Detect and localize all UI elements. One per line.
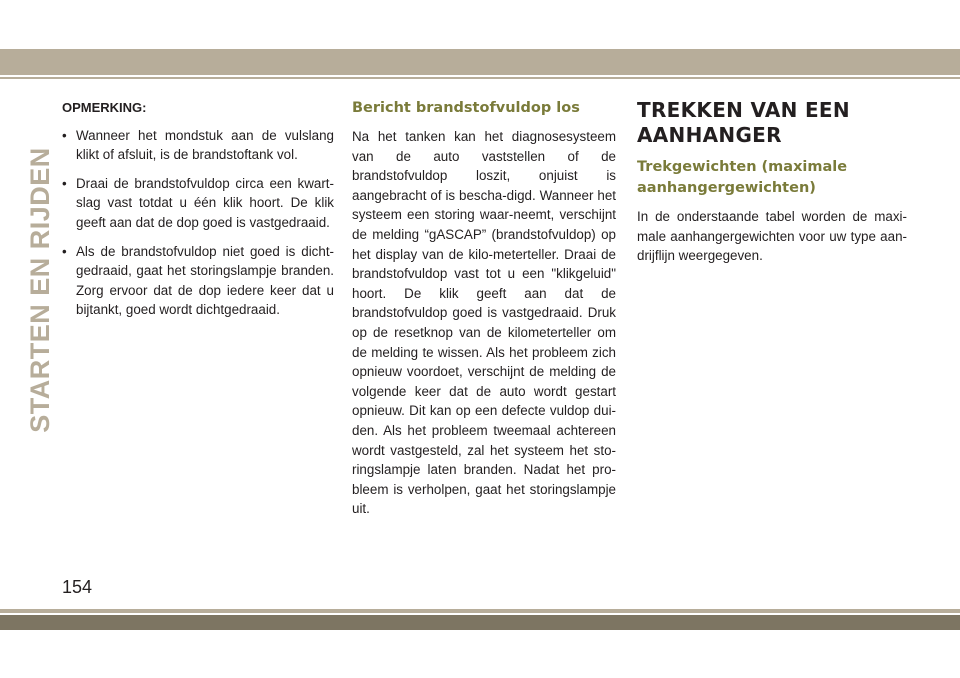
body-paragraph: In de onderstaande tabel worden de maxi-male aanhangergewichten voor uw type aan-drijflijn weergegeven. [637, 209, 907, 264]
column-left [62, 98, 334, 329]
list-item [62, 126, 334, 165]
bullet-text: Als de brandstofvuldop niet goed is dicht-gedraaid, gaat het storingslampje branden. Zorg ervoor dat de dop iedere keer dat u bijtankt, goed wordt dichtgedraaid. [76, 243, 334, 318]
header-rule [0, 77, 960, 79]
note-bullet-list [62, 126, 334, 320]
body-paragraph: Na het tanken kan het diagnosesysteem van de auto vaststellen of de brandstofvuldop loszit, onjuist is aangebracht of is bescha-digd. Wanneer het systeem een storing waar-neemt, verschijnt de melding “gASCAP” (brandstofvuldop) op het display van de kilo-meterteller. Draai de brandstofvuldop vast tot u een "klikgeluid" hoort. De klik geeft aan dat de brandstofvuldop goed is vastgedraaid. Druk op de resetknop van de kilometerteller om de melding te wissen. Als het probleem zich opnieuw voordoet, verschijnt de melding de volgende keer dat de auto wordt gestart opnieuw. Dit kan op een defecte vuldop dui-den. Als het probleem tweemaal achtereen wordt vastgesteld, zal het systeem het sto-ringslampje laten branden. Nadat het pro-bleem is verholpen, gaat het storingslampje uit. [352, 129, 616, 517]
bullet-marker: • [62, 175, 67, 191]
column-right [637, 98, 907, 266]
header-band [0, 49, 960, 75]
subsection-heading: Trekgewichten (maximale aanhangergewichten) [637, 159, 848, 196]
bullet-text: Draai de brandstofvuldop circa een kwart-slag vast totdat u één klik hoort. De klik geeft aan dat de dop goed is vastgedraaid. [76, 175, 334, 230]
page-number: 154 [62, 577, 93, 597]
column-middle [352, 98, 616, 519]
list-item [62, 174, 334, 233]
section-heading: Bericht brandstofvuldop los [352, 100, 580, 116]
footer-band [0, 615, 960, 630]
bullet-marker: • [62, 243, 67, 259]
section-side-label: STARTEN EN RIJDEN [25, 147, 55, 433]
list-item [62, 242, 334, 320]
footer-rule [0, 609, 960, 613]
section-title: TREKKEN VAN EEN AANHANGER [637, 98, 850, 147]
bullet-text: Wanneer het mondstuk aan de vulslang klikt of afsluit, is de brandstoftank vol. [76, 127, 334, 163]
note-heading: OPMERKING: [62, 100, 147, 115]
bullet-marker: • [62, 127, 67, 143]
